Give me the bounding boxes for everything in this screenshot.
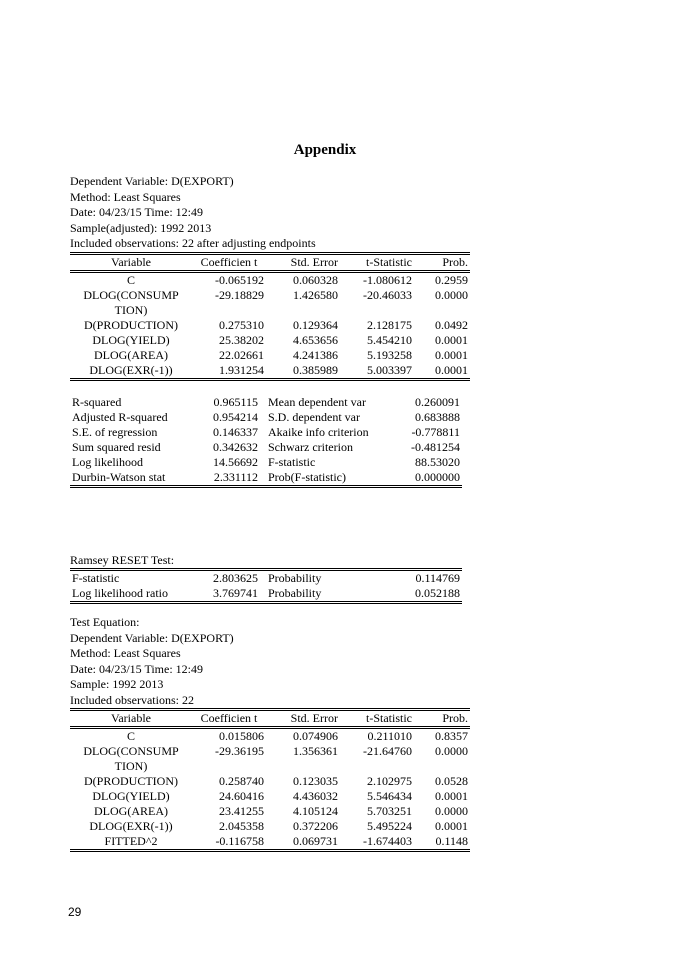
- prob-cell: 0.0000: [435, 804, 468, 818]
- reset-heading: Ramsey RESET Test:: [70, 553, 175, 567]
- column-header: Coefficien t: [200, 711, 258, 725]
- header-line: Sample: 1992 2013: [70, 677, 164, 691]
- header-line: Dependent Variable: D(EXPORT): [70, 630, 234, 645]
- header-line: Method: Least Squares: [70, 646, 181, 660]
- coefficient-cell: 0.275310: [219, 318, 264, 332]
- prob-cell: 0.0001: [435, 348, 468, 362]
- table-row: [70, 272, 470, 289]
- prob-cell: 0.0001: [435, 333, 468, 347]
- table-row: [70, 333, 470, 348]
- reset-table: [70, 568, 462, 604]
- std-error-cell: 4.436032: [293, 789, 338, 803]
- std-error-cell: 0.129364: [293, 318, 338, 332]
- variable-cell: DLOG(YIELD): [92, 789, 170, 803]
- coefficient-cell: -29.18829: [215, 288, 264, 302]
- t-stat-cell: 5.495224: [367, 819, 412, 833]
- stat-value: 88.53020: [415, 455, 460, 469]
- header-line: Sample(adjusted): 1992 2013: [70, 220, 212, 235]
- variable-cell: D(PRODUCTION): [84, 774, 178, 788]
- prob-cell: 0.0001: [435, 819, 468, 833]
- stat-label: Log likelihood ratio: [72, 586, 168, 600]
- stat-label: S.E. of regression: [72, 425, 158, 439]
- prob-cell: 0.0528: [435, 774, 468, 788]
- coefficient-cell: 2.045358: [219, 819, 264, 833]
- model1-header: [70, 174, 460, 252]
- stat-value: 3.769741: [213, 586, 258, 600]
- column-header: Prob.: [442, 711, 468, 725]
- table-row: [70, 804, 470, 819]
- header-line: Method: Least Squares: [70, 189, 181, 204]
- t-stat-cell: 5.454210: [367, 333, 412, 347]
- std-error-cell: 0.060328: [293, 273, 338, 287]
- coefficient-cell: -0.065192: [215, 273, 264, 287]
- stat-value: 14.56692: [213, 455, 258, 469]
- stat-label: F-statistic: [72, 571, 120, 585]
- variable-cell: D(PRODUCTION): [84, 318, 178, 332]
- column-header: Std. Error: [290, 711, 338, 725]
- table-row: [70, 834, 470, 851]
- stat-value: 0.342632: [213, 440, 258, 454]
- prob-cell: 0.1148: [435, 834, 468, 848]
- t-stat-cell: -1.674403: [363, 834, 412, 848]
- column-header: Variable: [111, 711, 151, 725]
- table-row: [70, 363, 470, 380]
- table-row: [70, 789, 470, 804]
- t-stat-cell: -1.080612: [363, 273, 412, 287]
- stats-row: [70, 410, 462, 425]
- prob-cell: 0.0001: [435, 363, 468, 377]
- prob-cell: 0.0000: [435, 288, 468, 302]
- column-header: Variable: [111, 255, 151, 269]
- stat-value: 0.000000: [415, 470, 460, 484]
- stats-row: [70, 395, 462, 410]
- variable-cell: DLOG(EXR(-1)): [89, 363, 173, 377]
- stats-row: [70, 455, 462, 470]
- stat-value: 0.052188: [415, 586, 460, 600]
- t-stat-cell: 5.546434: [367, 789, 412, 803]
- stats-row: [70, 570, 462, 587]
- stats-row: [70, 440, 462, 455]
- stat-label: R-squared: [72, 395, 122, 409]
- std-error-cell: 0.069731: [293, 834, 338, 848]
- stat-value: 0.965115: [213, 395, 258, 409]
- table-row: [70, 728, 470, 745]
- stat-value: -0.481254: [411, 440, 460, 454]
- t-stat-cell: 5.193258: [367, 348, 412, 362]
- std-error-cell: 0.372206: [293, 819, 338, 833]
- stat-label: Adjusted R-squared: [72, 410, 168, 424]
- t-stat-cell: 2.102975: [367, 774, 412, 788]
- t-stat-cell: 5.703251: [367, 804, 412, 818]
- page-number: 29: [68, 905, 82, 919]
- stat-label: Durbin-Watson stat: [72, 470, 166, 484]
- table-row: [70, 288, 470, 318]
- stats-row: [70, 425, 462, 440]
- page-title: Appendix: [293, 142, 357, 158]
- std-error-cell: 4.653656: [293, 333, 338, 347]
- coefficient-cell: 23.41255: [219, 804, 264, 818]
- model2-coefficient-table: [70, 708, 470, 852]
- stat-value: 0.683888: [415, 410, 460, 424]
- coefficient-cell: -29.36195: [215, 744, 264, 758]
- variable-cell: C: [126, 273, 135, 287]
- variable-cell: DLOG(YIELD): [92, 333, 170, 347]
- coefficient-cell: 25.38202: [219, 333, 264, 347]
- std-error-cell: 4.241386: [293, 348, 338, 362]
- table-row: [70, 744, 470, 774]
- variable-cell: DLOG(CONSUMP TION): [83, 744, 179, 773]
- coefficient-cell: -0.116758: [215, 834, 264, 848]
- stat-value: 0.260091: [415, 395, 460, 409]
- column-header: t-Statistic: [366, 255, 412, 269]
- variable-cell: C: [126, 729, 135, 743]
- variable-cell: DLOG(CONSUMP TION): [83, 288, 179, 317]
- prob-cell: 0.2959: [435, 273, 468, 287]
- stat-label: F-statistic: [268, 455, 316, 469]
- table-header-row: [70, 254, 470, 272]
- column-header: Prob.: [442, 255, 468, 269]
- coefficient-cell: 1.931254: [219, 363, 264, 377]
- t-stat-cell: -20.46033: [363, 288, 412, 302]
- stat-label: Schwarz criterion: [268, 440, 353, 454]
- stat-label: Mean dependent var: [268, 395, 366, 409]
- header-line: Included observations: 22: [70, 692, 194, 707]
- t-stat-cell: 5.003397: [367, 363, 412, 377]
- std-error-cell: 0.123035: [293, 774, 338, 788]
- prob-cell: 0.0000: [435, 744, 468, 758]
- std-error-cell: 0.074906: [293, 729, 338, 743]
- stat-label: Log likelihood: [72, 455, 143, 469]
- variable-cell: DLOG(EXR(-1)): [89, 819, 173, 833]
- stat-value: 0.954214: [213, 410, 258, 424]
- variable-cell: DLOG(AREA): [94, 348, 168, 362]
- coefficient-cell: 0.015806: [219, 729, 264, 743]
- t-stat-cell: 2.128175: [367, 318, 412, 332]
- header-line: Date: 04/23/15 Time: 12:49: [70, 205, 204, 219]
- t-stat-cell: -21.64760: [363, 744, 412, 758]
- stat-value: -0.778811: [411, 425, 460, 439]
- stat-label: S.D. dependent var: [268, 410, 360, 424]
- column-header: Coefficien t: [200, 255, 258, 269]
- table-header-row: [70, 710, 470, 728]
- variable-cell: DLOG(AREA): [94, 804, 168, 818]
- model2-header: [70, 615, 460, 708]
- stats-row: [70, 586, 462, 603]
- table-row: [70, 348, 470, 363]
- stat-value: 0.114769: [415, 571, 460, 585]
- header-line: Date: 04/23/15 Time: 12:49: [70, 661, 204, 676]
- column-header: Std. Error: [290, 255, 338, 269]
- std-error-cell: 1.356361: [293, 744, 338, 758]
- model1-coefficient-table: [70, 252, 470, 381]
- table-row: [70, 318, 470, 333]
- stat-value: 0.146337: [213, 425, 258, 439]
- stat-label: Sum squared resid: [72, 440, 161, 454]
- header-line: Included observations: 22 after adjusting endpoints: [70, 236, 316, 250]
- header-line: Dependent Variable: D(EXPORT): [70, 174, 234, 188]
- std-error-cell: 4.105124: [293, 804, 338, 818]
- stat-label: Akaike info criterion: [268, 425, 369, 439]
- column-header: t-Statistic: [366, 711, 412, 725]
- t-stat-cell: 0.211010: [367, 729, 412, 743]
- stat-value: 2.331112: [213, 470, 258, 484]
- variable-cell: FITTED^2: [104, 834, 158, 848]
- stat-label: Prob(F-statistic): [268, 470, 346, 484]
- std-error-cell: 0.385989: [293, 363, 338, 377]
- coefficient-cell: 0.258740: [219, 774, 264, 788]
- table-row: [70, 774, 470, 789]
- prob-cell: 0.0001: [435, 789, 468, 803]
- prob-cell: 0.0492: [435, 318, 468, 332]
- prob-cell: 0.8357: [435, 729, 468, 743]
- reset-title: [70, 553, 460, 569]
- model1-stats-table: [70, 395, 462, 488]
- stat-label: Probability: [268, 586, 322, 600]
- header-line: Test Equation:: [70, 615, 140, 629]
- std-error-cell: 1.426580: [293, 288, 338, 302]
- stats-row: [70, 470, 462, 487]
- stat-label: Probability: [268, 571, 322, 585]
- stat-value: 2.803625: [213, 571, 258, 585]
- table-row: [70, 819, 470, 834]
- coefficient-cell: 24.60416: [219, 789, 264, 803]
- coefficient-cell: 22.02661: [219, 348, 264, 362]
